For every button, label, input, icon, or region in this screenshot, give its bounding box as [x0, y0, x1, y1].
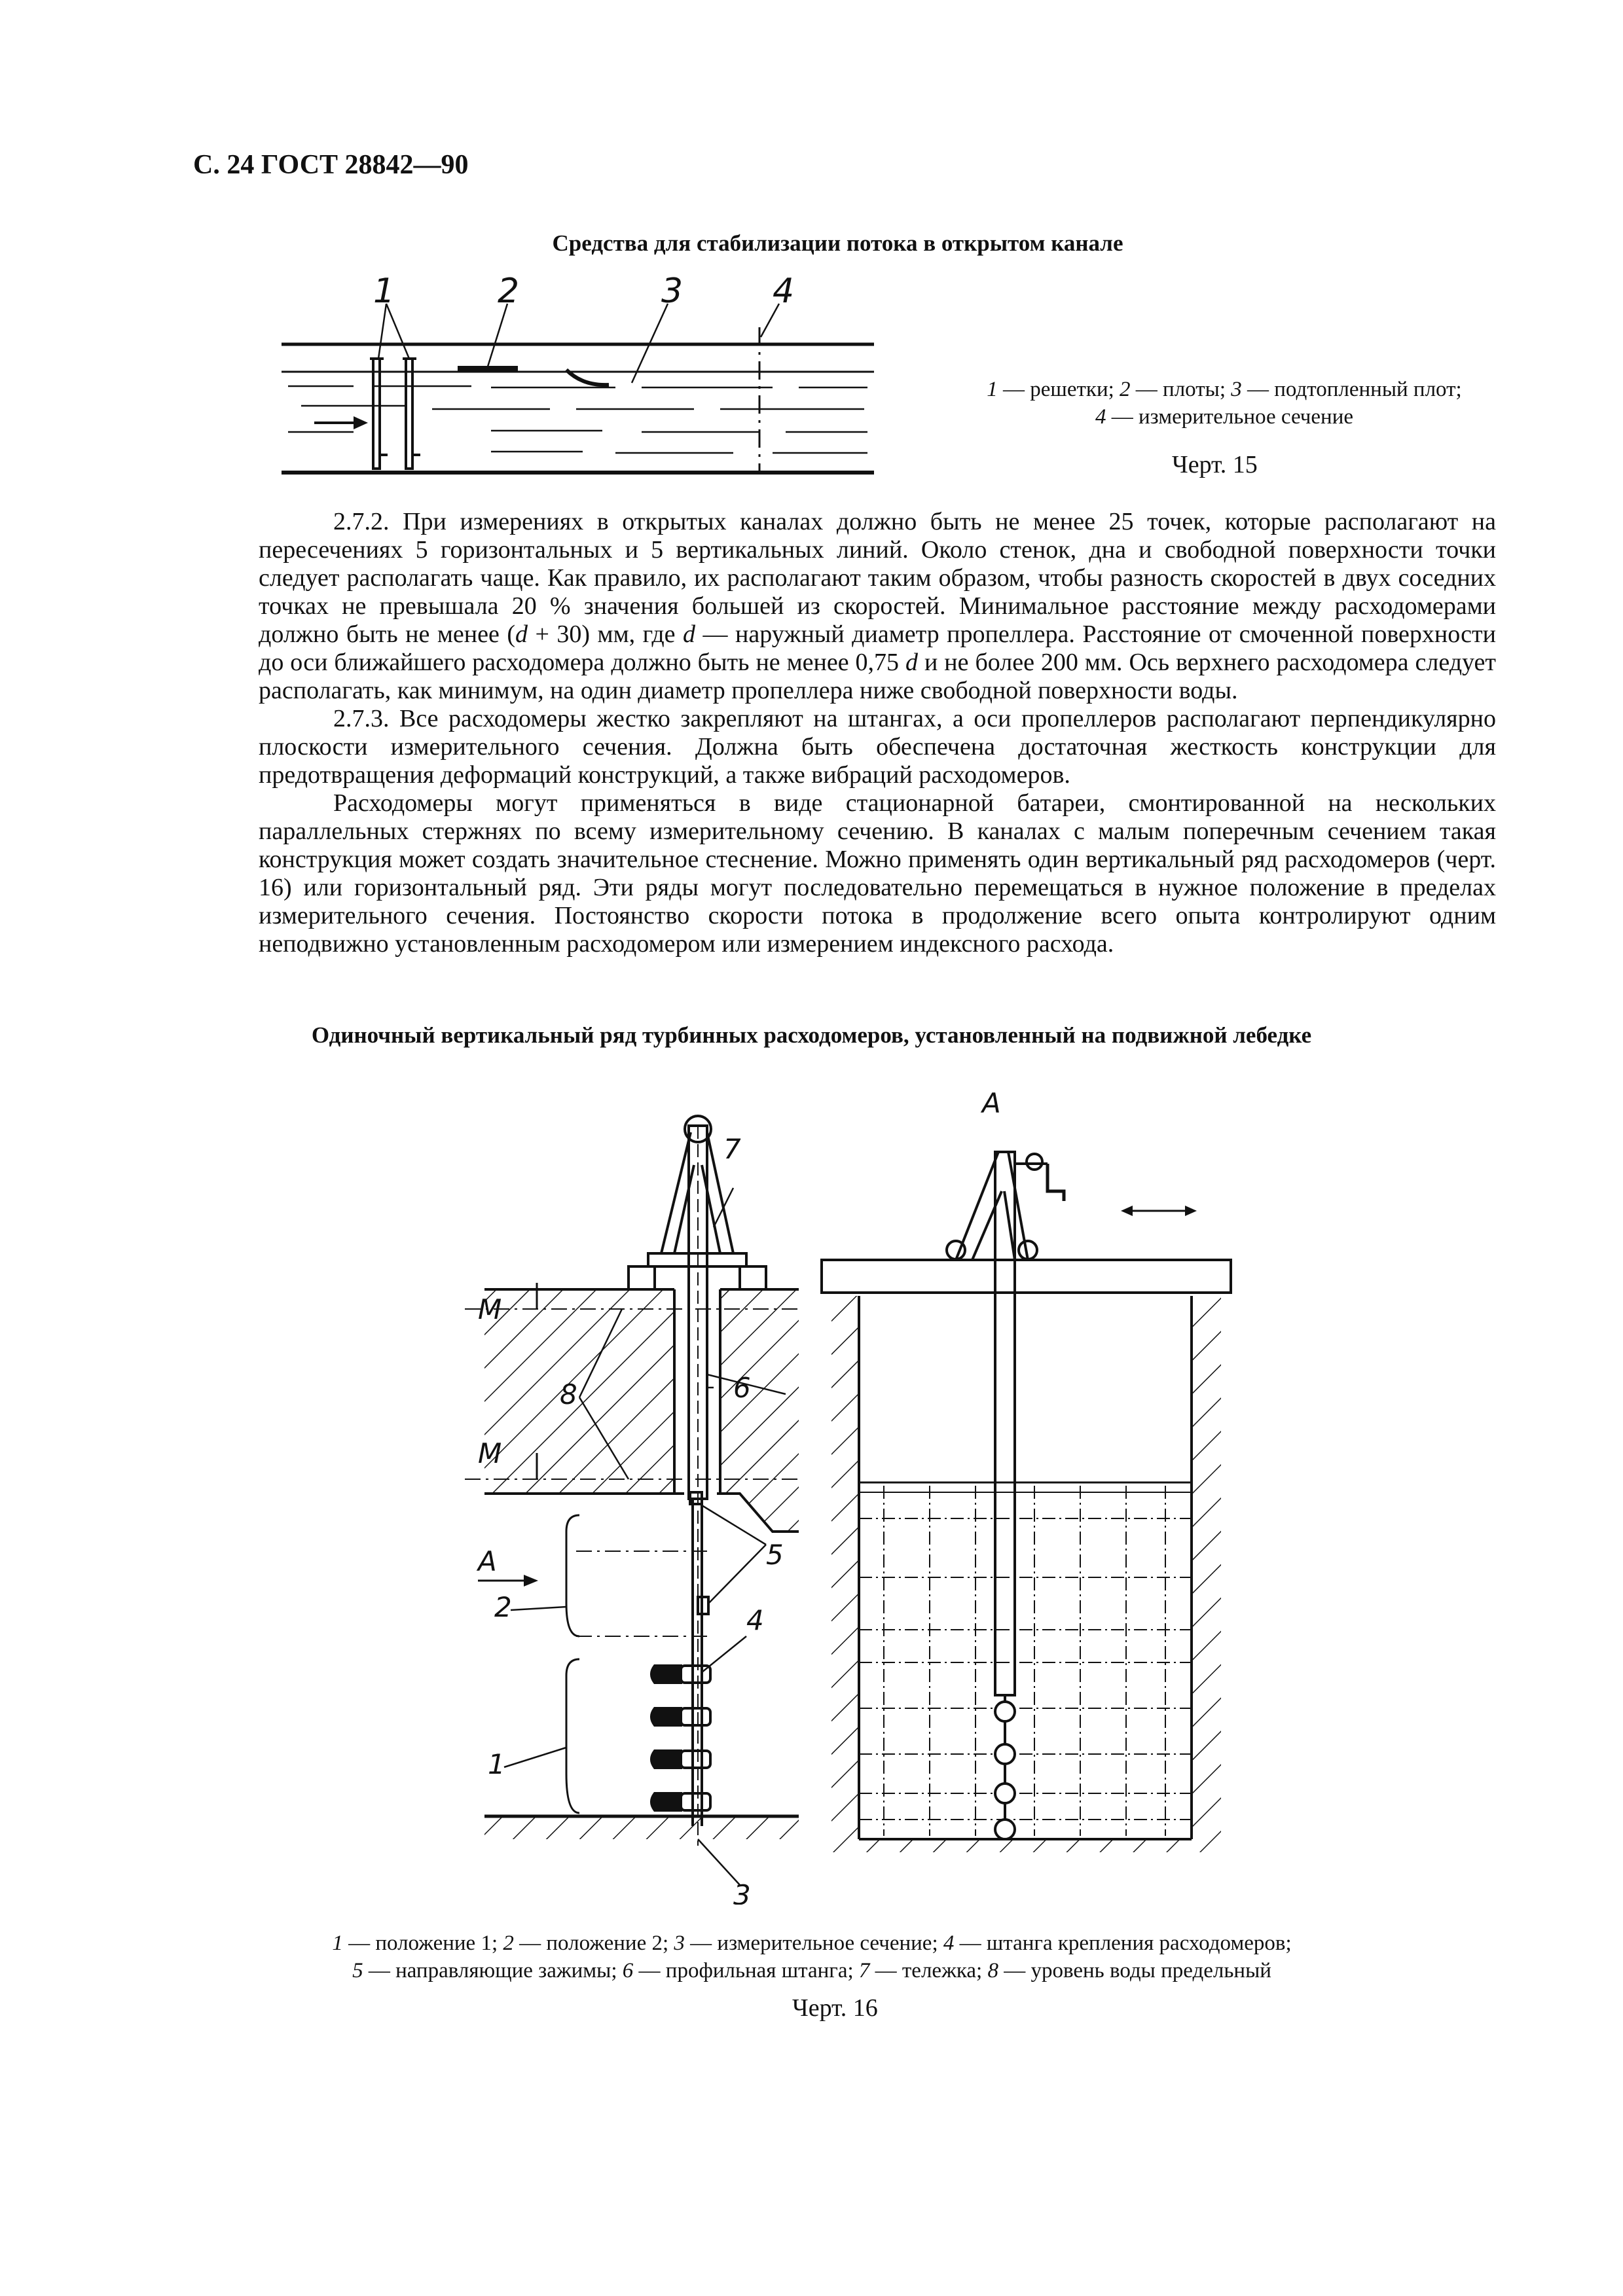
- fig16-label-m-bottom: М: [478, 1437, 502, 1469]
- fig16-label-2: 2: [494, 1591, 512, 1623]
- fig16-label-a: А: [478, 1545, 497, 1577]
- legend-num: 6: [622, 1959, 634, 1982]
- paragraph-text: — наружный диаметр пропеллера. Расстояние от смоченной поверхности до оси ближайшего расходомера должно быть не менее 0,75: [259, 620, 1496, 676]
- legend-text: — плоты;: [1130, 378, 1231, 401]
- fig15-label-1: 1: [373, 275, 395, 311]
- paragraph-2-7-2: [259, 508, 1496, 705]
- legend-text: — профильная штанга;: [633, 1959, 859, 1982]
- legend-text: — положение 1;: [342, 1931, 503, 1955]
- figure-16-drawing: [458, 1060, 1283, 1905]
- fig15-label-4: 4: [773, 275, 795, 311]
- legend-num: 1: [987, 378, 998, 401]
- legend-text: — измерительное сечение: [1106, 405, 1354, 429]
- legend-text: — штанга крепления расходомеров;: [954, 1931, 1292, 1955]
- body-text: [259, 508, 1496, 958]
- figure-16-legend: [196, 1929, 1427, 1984]
- fig16-label-4: 4: [746, 1604, 764, 1636]
- fig16-label-6: 6: [733, 1372, 751, 1404]
- legend-text: — положение 2;: [513, 1931, 674, 1955]
- paragraph-text: + 30) мм, где: [528, 620, 684, 648]
- fig15-label-2: 2: [498, 275, 520, 311]
- legend-num: 3: [674, 1931, 685, 1955]
- figure-15-drawing: [275, 275, 890, 484]
- legend-text: — тележка;: [869, 1959, 988, 1982]
- variable-d: d: [515, 620, 528, 648]
- figure-16-caption: Черт. 16: [792, 1994, 878, 2022]
- fig16-label-3: 3: [733, 1879, 751, 1905]
- legend-text: — измерительное сечение;: [684, 1931, 943, 1955]
- figure-15-title: Средства для стабилизации потока в открытом канале: [552, 230, 1123, 256]
- legend-num: 7: [858, 1959, 870, 1982]
- legend-text: — подтопленный плот;: [1241, 378, 1462, 401]
- paragraph-flowmeters: Расходомеры могут применяться в виде стационарной батареи, смонтированной на нескольких параллельных стержнях по всему измерительному сечению. В каналах с малым поперечным сечением такая конструкция может создать значительное стеснение. Можно применять один вертикальный ряд расходомеров (черт. 16) или горизонтальный ряд. Эти ряды могут последовательно перемещаться в нужное положение в пределах измерительного сечения. Постоянство скорости потока в продолжение всего опыта контролируют одним неподвижно установленным расходомером или измерением индексного расхода.: [259, 789, 1496, 958]
- fig16-label-8: 8: [560, 1378, 577, 1410]
- fig15-label-3: 3: [661, 275, 684, 311]
- figure-16-title: Одиночный вертикальный ряд турбинных расходомеров, установленный на подвижной лебедке: [311, 1022, 1312, 1048]
- legend-num: 1: [332, 1931, 343, 1955]
- legend-num: 2: [503, 1931, 514, 1955]
- fig16-label-7: 7: [723, 1133, 741, 1165]
- legend-text: — направляющие зажимы;: [363, 1959, 623, 1982]
- legend-num: 4: [943, 1931, 955, 1955]
- legend-num: 2: [1120, 378, 1131, 401]
- paragraph-2-7-3: 2.7.3. Все расходомеры жестко закрепляют на штангах, а оси пропеллеров располагают перпендикулярно плоскости измерительного сечения. Должна быть обеспечена достаточная жесткость конструкции для предотвращения деформаций конструкций, а также вибраций расходомеров.: [259, 705, 1496, 789]
- figure-15-legend: [913, 376, 1535, 431]
- fig16-label-5: 5: [766, 1539, 784, 1571]
- variable-d: d: [905, 649, 919, 676]
- paragraph-text: 2.7.2. При измерениях в открытых каналах должно быть не менее 25 точек, которые располагают на пересечениях 5 горизонтальных и 5 вертикальных линий. Около стенок, дна и свободной поверхности точки следует располагать чаще. Как правило, их располагают таким образом, чтобы разность скоростей в двух соседних точках не превышала 20 % значения большей из скоростей. Минимальное расстояние между расходомерами должно быть не менее (: [259, 508, 1496, 648]
- legend-num: 4: [1095, 405, 1106, 429]
- legend-text: — решетки;: [997, 378, 1120, 401]
- legend-num: 3: [1231, 378, 1242, 401]
- variable-d: d: [683, 620, 696, 648]
- fig16-label-1: 1: [488, 1748, 505, 1780]
- paragraph-text: и не более 200 мм. Ось верхнего расходомера следует располагать, как минимум, на один диаметр пропеллера ниже свободной поверхности воды.: [259, 649, 1496, 704]
- legend-num: 5: [352, 1959, 363, 1982]
- figure-15-caption: Черт. 15: [1172, 451, 1258, 478]
- legend-num: 8: [987, 1959, 998, 1982]
- fig16-label-m-top: М: [478, 1293, 502, 1325]
- legend-text: — уровень воды предельный: [998, 1959, 1271, 1982]
- page-header: С. 24 ГОСТ 28842—90: [193, 150, 469, 180]
- fig16-view-label-a: А: [982, 1087, 1001, 1119]
